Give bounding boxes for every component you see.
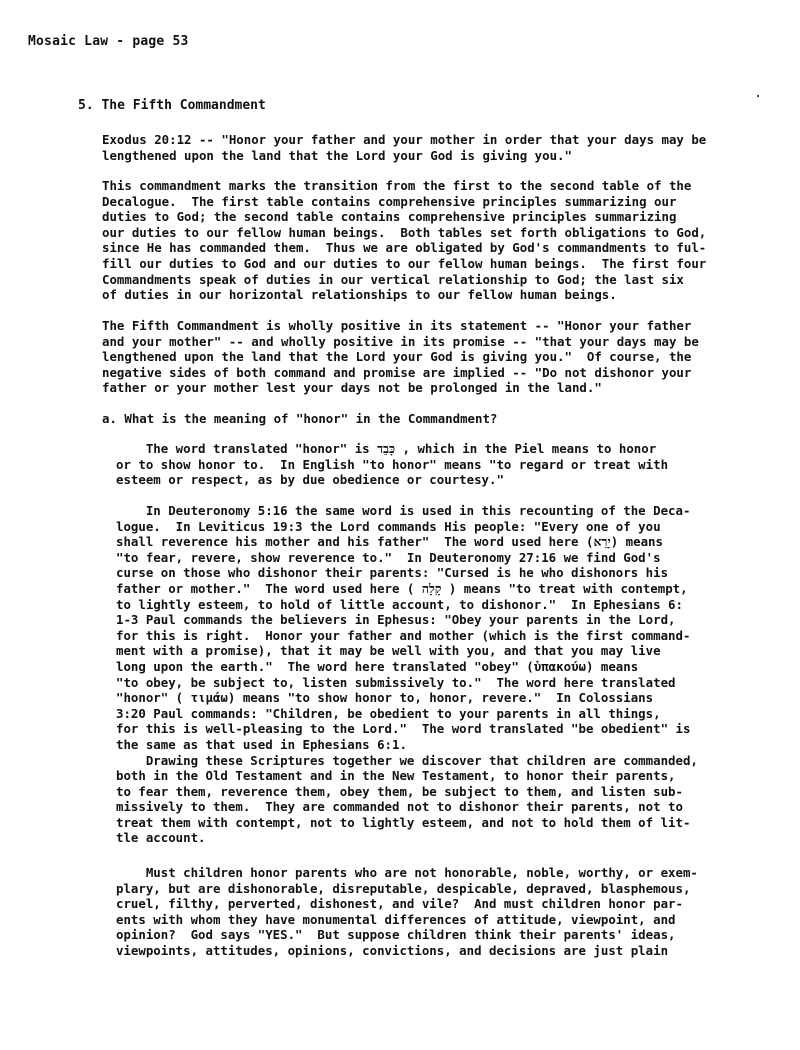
paragraph-unworthy-parents	[116, 865, 698, 959]
text-line: curse on those who dishonor their parents: "Cursed is he who dishonors his	[116, 565, 669, 581]
text-line: Must children honor parents who are not honorable, noble, worthy, or exem-	[116, 865, 698, 880]
text-line: father or your mother lest your days not be prolonged in the land."	[102, 380, 602, 396]
text-line: of duties in our horizontal relationships to our fellow human beings.	[102, 287, 617, 303]
text-line: since He has commanded them. Thus we are obligated by God's commandments to ful-	[102, 240, 707, 256]
text-line: cruel, filthy, perverted, dishonest, and vile? And must children honor par-	[116, 896, 683, 912]
text-line: logue. In Leviticus 19:3 the Lord commands His people: "Every one of you	[116, 518, 661, 534]
text-line: 1-3 Paul commands the believers in Ephesus: "Obey your parents in the Lord,	[116, 612, 676, 628]
text-line: viewpoints, attitudes, opinions, convictions, and decisions are just plain	[116, 942, 669, 958]
text-line: esteem or respect, as by due obedience or courtesy."	[116, 472, 504, 488]
text-line: negative sides of both command and promise are implied -- "Do not dishonor your	[102, 364, 692, 380]
text-line: "to obey, be subject to, listen submissively to." The word here translated	[116, 674, 676, 690]
text-line: opinion? God says "YES." But suppose children think their parents' ideas,	[116, 927, 676, 943]
page-header: Mosaic Law - page 53	[28, 34, 189, 49]
text-line: Exodus 20:12 -- "Honor your father and your mother in order that your days may be	[102, 132, 707, 147]
text-line: long upon the earth." The word here translated "obey" (ὑπακούω) means	[116, 658, 639, 674]
text-line: for this is well-pleasing to the Lord." The word translated "be obedient" is	[116, 721, 691, 737]
text-line: "to fear, revere, show reverence to." In Deuteronomy 27:16 we find God's	[116, 549, 661, 565]
text-line: father or mother." The word used here ( קָלָה ) means "to treat with contempt,	[116, 580, 688, 596]
text-line: The word translated "honor" is כָּבֵד , which in the Piel means to honor	[116, 441, 657, 456]
exodus-quote	[102, 132, 706, 163]
text-line: to fear them, reverence them, obey them, be subject to them, and listen sub-	[116, 783, 683, 799]
text-line: 3:20 Paul commands: "Children, be obedient to your parents in all things,	[116, 705, 661, 721]
text-line: Drawing these Scriptures together we discover that children are commanded,	[116, 752, 698, 768]
text-line: This commandment marks the transition from the first to the second table of the	[102, 178, 692, 193]
text-line: both in the Old Testament and in the New Testament, to honor their parents,	[116, 768, 676, 784]
text-line: duties to God; the second table contains comprehensive principles summarizing	[102, 209, 677, 225]
paragraph-transition	[102, 178, 706, 303]
paragraph-word-honor	[116, 441, 668, 488]
text-line: and your mother" -- and wholly positive in its promise -- "that your days may be	[102, 333, 699, 349]
text-line: Decalogue. The first table contains comprehensive principles summarizing our	[102, 193, 677, 209]
text-line: shall reverence his mother and his father" The word used here (יָרֵא) means	[116, 534, 663, 550]
scan-speck	[757, 95, 759, 97]
text-line: ents with whom they have monumental differences of attitude, viewpoint, and	[116, 911, 676, 927]
text-line: the same as that used in Ephesians 6:1.	[116, 736, 407, 752]
text-line: lengthened upon the land that the Lord your God is giving you." Of course, the	[102, 349, 692, 365]
section-title: 5. The Fifth Commandment	[78, 98, 266, 113]
subheading-question-a	[102, 411, 497, 427]
text-line: plary, but are dishonorable, disreputable, despicable, depraved, blasphemous,	[116, 880, 691, 896]
text-line: lengthened upon the land that the Lord your God is giving you."	[102, 147, 572, 163]
text-line: fill our duties to God and our duties to our fellow human beings. The first four	[102, 255, 707, 271]
text-line: tle account.	[116, 830, 206, 846]
text-line: missively to them. They are commanded not to dishonor their parents, not to	[116, 799, 683, 815]
text-line: "honor" ( τιμάω) means "to show honor to, honor, revere." In Colossians	[116, 690, 654, 706]
paragraph-positive	[102, 318, 699, 396]
text-line: a. What is the meaning of "honor" in the Commandment?	[102, 411, 498, 426]
text-line: The Fifth Commandment is wholly positive in its statement -- "Honor your father	[102, 318, 692, 333]
text-line: to lightly esteem, to hold of little account, to dishonor." In Ephesians 6:	[116, 596, 683, 612]
text-line: Commandments speak of duties in our vertical relationship to God; the last six	[102, 271, 684, 287]
text-line: ment with a promise), that it may be well with you, and that you may live	[116, 643, 661, 659]
paragraph-scriptures	[116, 503, 698, 846]
text-line: or to show honor to. In English "to honor" means "to regard or treat with	[116, 456, 669, 472]
text-line: treat them with contempt, not to lightly esteem, and not to hold them of lit-	[116, 814, 691, 830]
text-line: our duties to our fellow human beings. Both tables set forth obligations to God,	[102, 224, 707, 240]
text-line: for this is right. Honor your father and mother (which is the first command-	[116, 627, 691, 643]
text-line: In Deuteronomy 5:16 the same word is used in this recounting of the Deca-	[116, 503, 691, 518]
